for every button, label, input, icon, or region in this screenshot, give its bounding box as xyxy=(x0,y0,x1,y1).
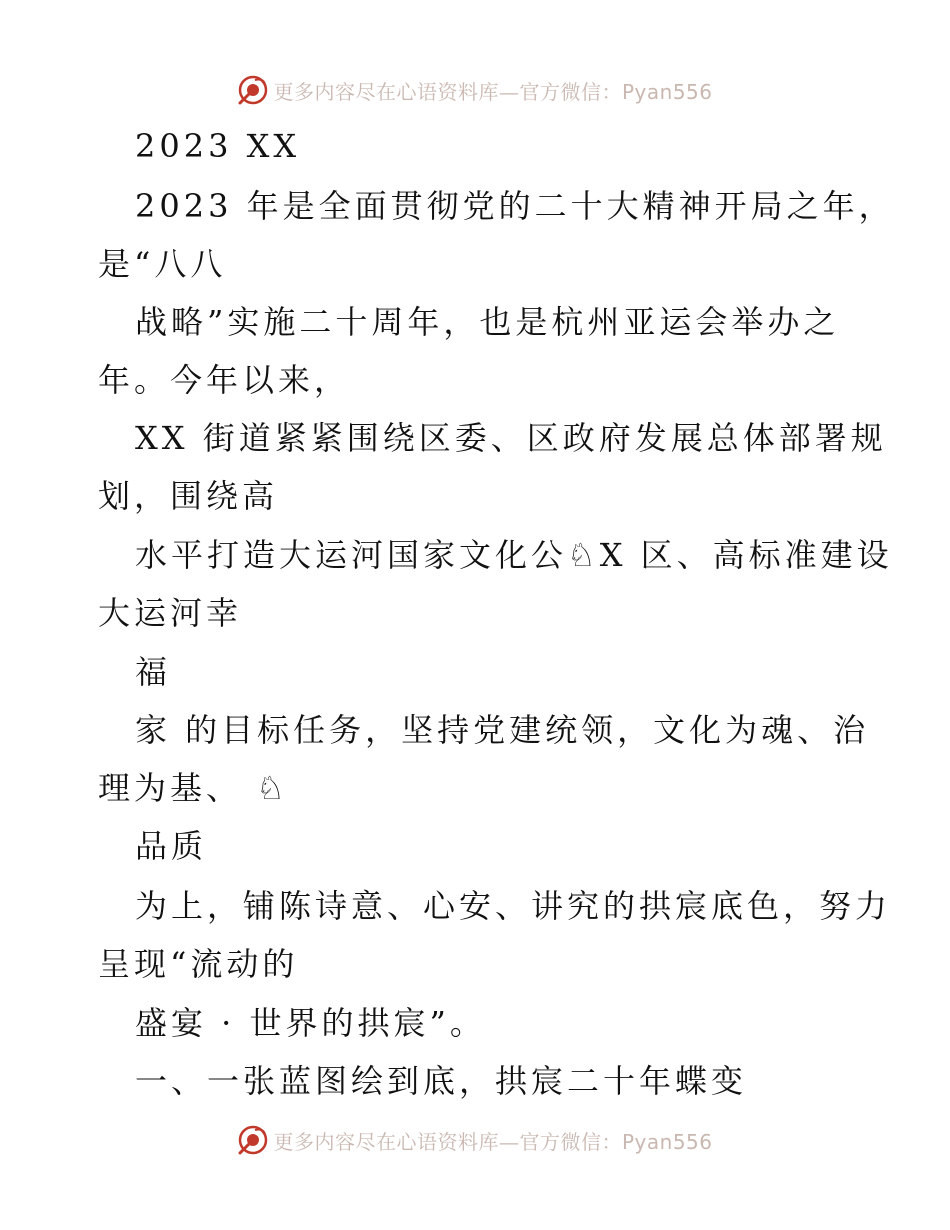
paragraph-line: 家 的目标任务，坚持党建统领，文化为魂、治 xyxy=(135,711,870,749)
paragraph-line: 年。今年以来， xyxy=(98,361,351,399)
paragraph-line: 划，围绕高 xyxy=(98,477,279,515)
watermark-handle: Pyan556 xyxy=(621,79,713,104)
paragraph-line: XX 街道紧紧围绕区委、区政府发展总体部署规 xyxy=(135,419,887,457)
paragraph-line: 理为基、 ♘ xyxy=(98,769,289,807)
watermark-label: 更多内容尽在心语资料库—官方微信： xyxy=(273,1129,622,1154)
watermark-banner-bottom xyxy=(0,1120,950,1160)
watermark-handle: Pyan556 xyxy=(621,1129,713,1154)
watermark-label: 更多内容尽在心语资料库—官方微信： xyxy=(273,79,622,104)
paragraph-line: 水平打造大运河国家文化公♘X 区、高标准建设 xyxy=(135,536,893,574)
paragraph-line: 为上，铺陈诗意、心安、讲究的拱宸底色，努力 xyxy=(135,887,892,925)
paragraph-line: 大运河幸 xyxy=(98,594,243,632)
paragraph-line: 呈现“流动的 xyxy=(98,945,299,983)
section-heading: 一、一张蓝图绘到底，拱宸二十年蝶变 xyxy=(135,1062,748,1100)
paragraph-line: 福 xyxy=(135,653,172,691)
quill-circle-icon xyxy=(237,1124,269,1156)
paragraph-line: 2023 年是全面贯彻党的二十大精神开局之年， xyxy=(135,187,895,225)
paragraph-line: 品质 xyxy=(135,827,208,865)
watermark-text xyxy=(273,1126,712,1155)
document-title: 2023 XX xyxy=(135,127,301,165)
paragraph-line: 战略”实施二十周年，也是杭州亚运会举办之 xyxy=(135,303,840,341)
paragraph-line: 盛宴 · 世界的拱宸”。 xyxy=(135,1004,486,1042)
paragraph-line: 是“八八 xyxy=(98,245,227,283)
